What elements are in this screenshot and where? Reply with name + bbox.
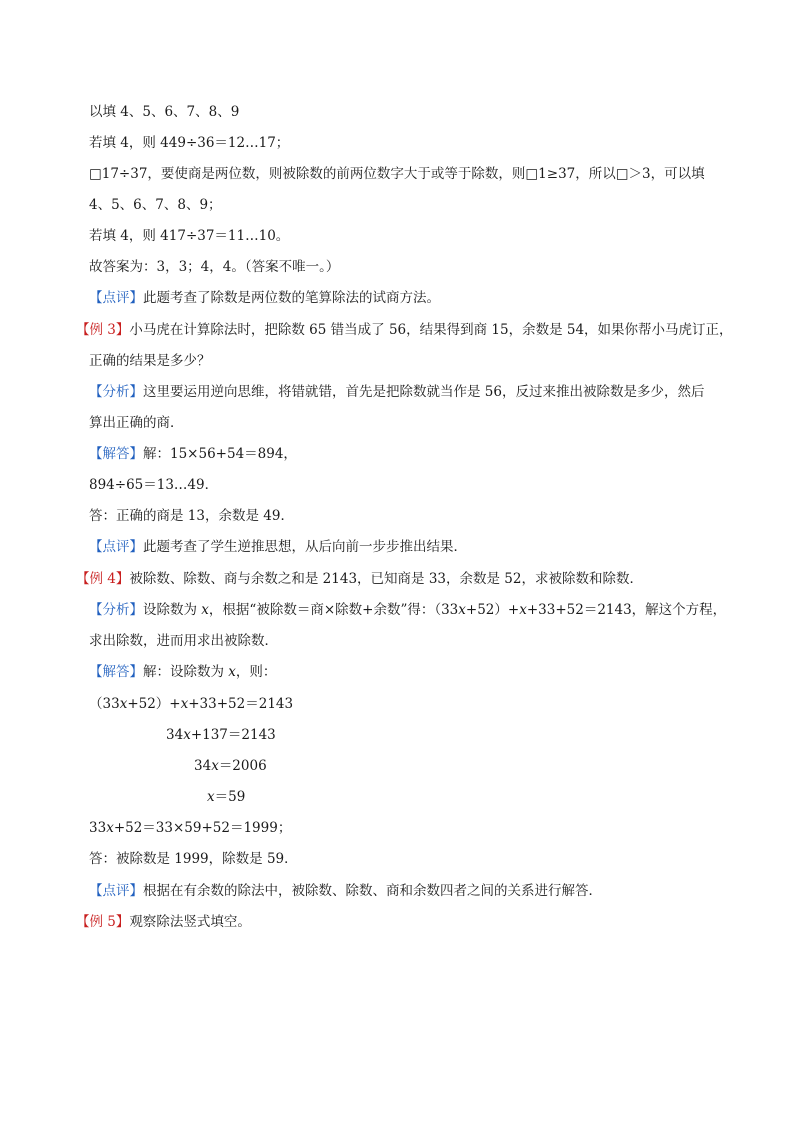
example-4-heading [76,570,643,588]
text-line [89,414,184,432]
text-span: 此题考查了学生逆推思想，从后向前一步步推出结果． [143,539,467,555]
text-span: （33 [89,696,120,712]
text-span: 答：被除数是 1999，除数是 59． [89,851,298,867]
text-span: 这里要运用逆向思维，将错就错，首先是把除数就当作是 56，反过来推出被除数是多少，然后 [143,384,705,400]
variable-x: x [119,696,128,712]
text-line [89,258,339,276]
text-span: 33 [89,820,107,836]
comment-tag: 【点评】 [89,883,143,899]
example-tag: 【例 3】 [76,322,130,338]
text-span: +137＝2143 [190,727,276,743]
text-span: 算出正确的商． [89,415,184,431]
text-span: 故答案为：3，3；4，4。（答案不唯一。） [89,259,340,275]
text-span: 以填 4、5、6、7、8、9 [89,104,240,120]
text-span: 答：正确的商是 13，余数是 49． [89,508,294,524]
text-span: 4、5、6、7、8、9； [89,197,222,213]
variable-x: x [201,602,209,618]
text-span: 解：15×56+54＝894， [143,446,297,462]
text-span: 正确的结果是多少？ [89,353,211,369]
example-tag: 【例 5】 [76,914,130,930]
example-5-heading [76,913,251,931]
text-span: +33+52＝2143，解这个方程， [526,602,727,618]
text-line [89,227,289,245]
text-line [89,196,222,214]
equation-line-2 [166,726,276,744]
text-span: 解：设除数为 [143,664,229,680]
text-span: +52＝33×59+52＝1999； [113,820,292,836]
analysis-tag: 【分析】 [89,602,143,618]
variable-x: x [180,696,189,712]
variable-x: x [519,602,527,618]
text-span: ，则： [235,664,277,680]
text-span: 34 [166,727,184,743]
text-line [89,632,278,650]
text-span: 34 [194,758,212,774]
analysis-line [89,383,704,401]
comment-line [89,882,602,900]
text-span: 894÷65＝13…49． [89,477,219,493]
variable-x: x [228,664,236,680]
answer-tag: 【解答】 [89,664,143,680]
text-line [89,476,218,494]
text-line [89,507,294,525]
text-span: +52）+ [465,602,520,618]
variable-x: x [183,727,191,743]
analysis-tag: 【分析】 [89,384,143,400]
answer-line [89,663,276,681]
variable-x: x [106,820,114,836]
variable-x: x [458,602,466,618]
text-line [89,134,289,152]
text-span: 若填 4，则 417÷37＝11…10。 [89,228,290,244]
text-line [89,165,705,183]
analysis-line [89,601,726,619]
text-span: 观察除法竖式填空。 [129,914,251,930]
variable-x: x [211,758,219,774]
equation-line-1 [89,695,293,713]
equation-line-3 [194,757,267,775]
answer-tag: 【解答】 [89,446,143,462]
text-span: 此题考查了除数是两位数的笔算除法的试商方法。 [143,290,440,306]
text-span: ，根据“被除数＝商×除数+余数”得：（33 [208,602,459,618]
text-span: 设除数为 [143,602,202,618]
equation-line-4 [207,788,245,806]
text-span: 被除数、除数、商与余数之和是 2143，已知商是 33，余数是 52，求被除数和除数． [129,571,643,587]
text-span: ＝59 [214,789,246,805]
text-line [89,819,291,837]
text-line [89,103,239,121]
variable-x: x [207,789,215,805]
comment-line [89,538,467,556]
answer-line [89,445,297,463]
example-tag: 【例 4】 [76,571,130,587]
comment-line [89,289,440,307]
text-span: 若填 4，则 449÷36＝12…17； [89,135,290,151]
text-span: ＝2006 [218,758,267,774]
text-span: 求出除数，进而用求出被除数． [89,633,278,649]
example-3-heading [76,321,733,339]
comment-tag: 【点评】 [89,539,143,555]
text-span: 根据在有余数的除法中，被除数、除数、商和余数四者之间的关系进行解答． [143,883,602,899]
text-span: +52）+ [127,696,181,712]
text-span: 小马虎在计算除法时，把除数 65 错当成了 56，结果得到商 15，余数是 54，如果你帮小马虎订正， [129,322,733,338]
text-span: +33+52＝2143 [188,696,294,712]
text-span: □17÷37，要使商是两位数，则被除数的前两位数字大于或等于除数，则□1≥37，所以□＞3，可以填 [89,166,705,182]
text-line [89,850,298,868]
text-line [89,352,211,370]
comment-tag: 【点评】 [89,290,143,306]
